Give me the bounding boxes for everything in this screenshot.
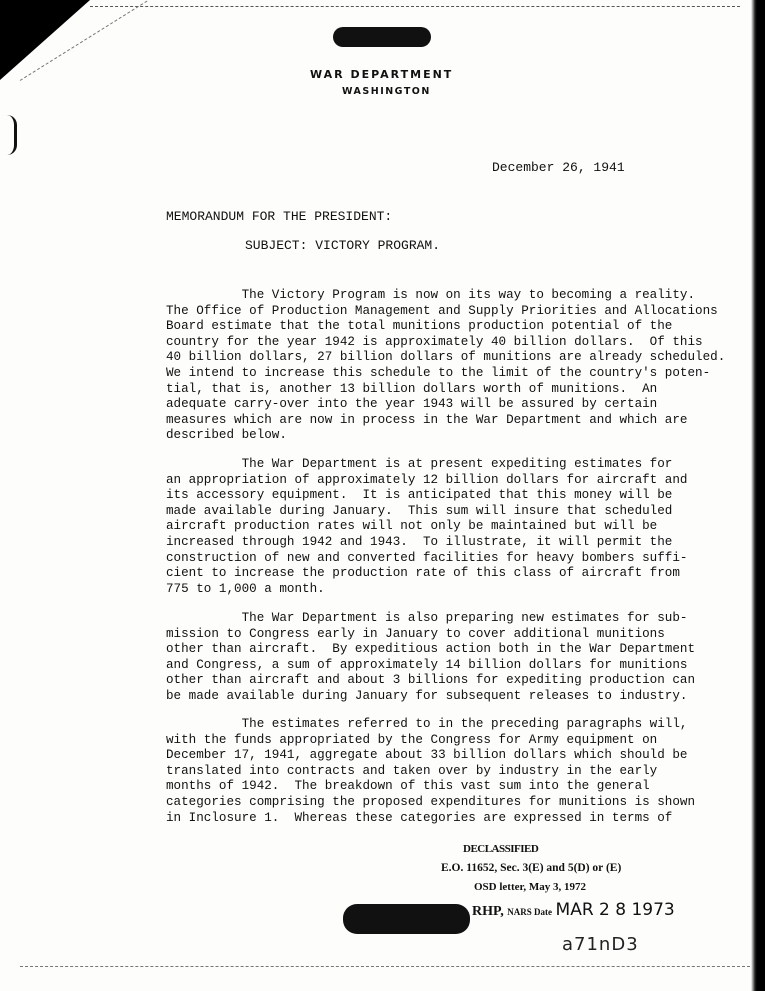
- paragraph-line: cient to increase the production rate of this class of aircraft from: [166, 566, 680, 581]
- paragraph-line: The War Department is at present expediting estimates for: [166, 457, 673, 471]
- paragraph-line: construction of new and converted facilities for heavy bombers suffi-: [166, 550, 688, 565]
- paragraph-line: The Office of Production Management and Supply Priorities and Allocations: [166, 303, 718, 318]
- memo-addressee: MEMORANDUM FOR THE PRESIDENT:: [166, 209, 393, 224]
- scan-top-line: [90, 6, 740, 7]
- paragraph-line: tial, that is, another 13 billion dollars worth of munitions. An: [166, 381, 658, 396]
- paragraph-line: its accessory equipment. It is anticipated that this money will be: [166, 488, 673, 503]
- paragraph-line: other than aircraft and about 3 billions for expediting production can: [166, 673, 696, 688]
- paragraph-line: Board estimate that the total munitions production potential of the: [166, 319, 673, 334]
- paragraph-line: increased through 1942 and 1943. To illustrate, it will permit the: [166, 534, 673, 549]
- paragraph-line: 40 billion dollars, 27 billion dollars of munitions are already scheduled.: [166, 350, 726, 365]
- paragraph-line: December 17, 1941, aggregate about 33 billion dollars which should be: [166, 748, 688, 763]
- nars-date-label: NARS Date: [507, 907, 553, 917]
- paragraph-line: made available during January. This sum will insure that scheduled: [166, 503, 673, 518]
- paragraph-line: translated into contracts and taken over by industry in the early: [166, 763, 658, 778]
- paragraph-3: [166, 611, 736, 705]
- paragraph-line: and Congress, a sum of approximately 14 billion dollars for munitions: [166, 657, 688, 672]
- paragraph-line: 775 to 1,000 a month.: [166, 581, 325, 596]
- letterhead-city: WASHINGTON: [342, 86, 431, 97]
- paragraph-line: mission to Congress early in January to cover additional munitions: [166, 626, 665, 641]
- letterhead-seal: [333, 27, 431, 47]
- paragraph-line: other than aircraft. By expeditious action both in the War Department: [166, 642, 696, 657]
- paragraph-line: country for the year 1942 is approximately 40 billion dollars. Of this: [166, 334, 703, 349]
- declassification-authority: E.O. 11652, Sec. 3(E) and 5(D) or (E): [441, 862, 622, 874]
- redaction-mark: [343, 904, 470, 934]
- paragraph-line: The Victory Program is now on its way to becoming a reality.: [166, 288, 696, 302]
- paragraph-line: We intend to increase this schedule to the limit of the country's poten-: [166, 365, 711, 380]
- binding-mark: [0, 115, 17, 155]
- declassification-letter: OSD letter, May 3, 1972: [474, 881, 587, 893]
- paragraph-line: with the funds appropriated by the Congress for Army equipment on: [166, 732, 658, 747]
- paragraph-line: months of 1942. The breakdown of this vast sum into the general: [166, 779, 650, 794]
- scan-right-edge: [751, 0, 765, 991]
- paragraph-4: [166, 717, 736, 826]
- scan-bottom-line: [20, 966, 750, 967]
- paragraph-line: adequate carry-over into the year 1943 will be assured by certain: [166, 397, 658, 412]
- paragraph-line: The estimates referred to in the preceding paragraphs will,: [166, 717, 688, 731]
- nars-date: MAR 2 8 1973: [555, 900, 675, 920]
- memo-subject: SUBJECT: VICTORY PROGRAM.: [245, 238, 441, 253]
- paragraph-line: be made available during January for subsequent releases to industry.: [166, 688, 688, 703]
- paragraph-line: in Inclosure 1. Whereas these categories are expressed in terms of: [166, 810, 673, 825]
- paragraph-line: categories comprising the proposed expenditures for munitions is shown: [166, 794, 696, 809]
- scan-corner-shadow: [0, 0, 90, 80]
- paragraph-1: [166, 288, 736, 444]
- paragraph-line: described below.: [166, 428, 287, 443]
- paragraph-line: aircraft production rates will not only be maintained but will be: [166, 519, 658, 534]
- paragraph-2: [166, 457, 736, 597]
- declassified-by: RHP,: [472, 904, 504, 919]
- paragraph-line: measures which are now in process in the War Department and which are: [166, 412, 688, 427]
- declassification-date-line: [472, 900, 675, 920]
- memo-date: December 26, 1941: [492, 160, 625, 175]
- letterhead-department: WAR DEPARTMENT: [310, 68, 454, 81]
- paragraph-line: an appropriation of approximately 12 billion dollars for aircraft and: [166, 472, 688, 487]
- paragraph-line: The War Department is also preparing new estimates for sub-: [166, 611, 688, 625]
- declassified-stamp: DECLASSIFIED: [463, 843, 539, 855]
- handwritten-file-number: a71nD3: [562, 934, 639, 955]
